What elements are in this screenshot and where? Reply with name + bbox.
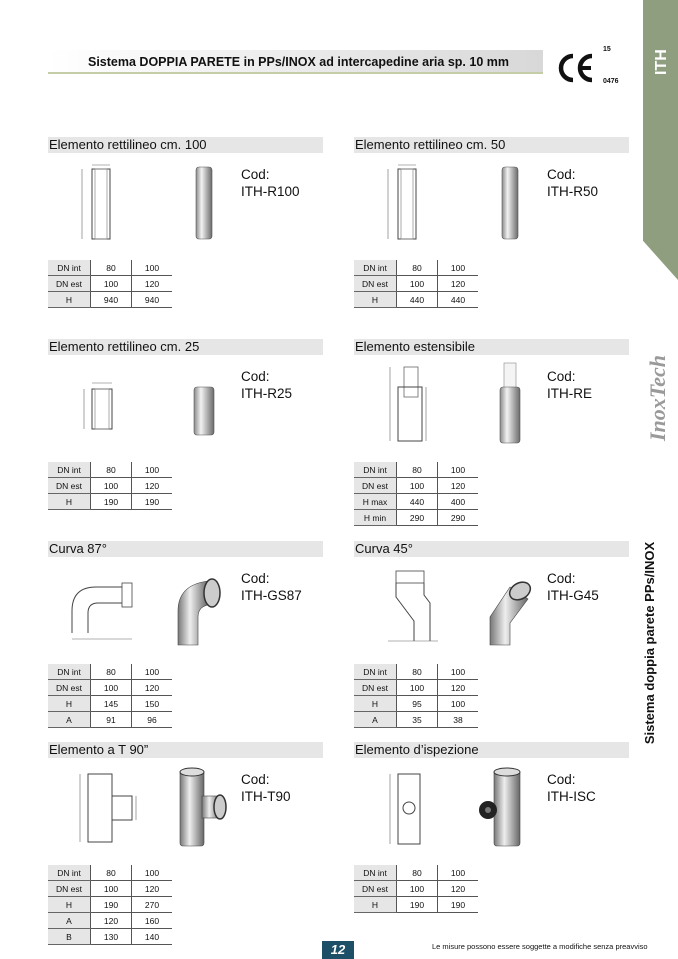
product-code-label: Cod:	[241, 772, 270, 787]
spec-row	[48, 696, 172, 712]
product-code: ITH-RE	[547, 386, 592, 401]
spec-cell: DN int	[48, 260, 91, 276]
spec-cell: 80	[397, 462, 438, 478]
spec-cell: 190	[91, 897, 132, 913]
spec-row	[48, 897, 172, 913]
spec-cell: 400	[438, 494, 479, 510]
spec-cell: DN int	[354, 865, 397, 881]
spec-cell: 940	[91, 292, 132, 308]
spec-cell: 940	[132, 292, 173, 308]
spec-cell: A	[354, 712, 397, 728]
spec-table	[48, 865, 172, 945]
spec-cell: H	[48, 897, 91, 913]
inspection-photo-icon	[474, 762, 544, 848]
spec-row	[354, 680, 478, 696]
product-block	[354, 742, 628, 942]
spec-row	[354, 510, 478, 526]
spec-cell: A	[48, 913, 91, 929]
spec-cell: 270	[132, 897, 173, 913]
spec-cell: H	[48, 494, 91, 510]
page-number: 12	[330, 942, 346, 957]
elbow-87-photo-icon	[168, 561, 238, 647]
spec-cell: 100	[132, 462, 173, 478]
spec-cell: 38	[438, 712, 479, 728]
product-title: Elemento rettilineo cm. 25	[48, 339, 323, 355]
spec-cell: A	[48, 712, 91, 728]
spec-cell: DN int	[48, 462, 91, 478]
elbow-45-drawing-icon	[368, 567, 458, 645]
spec-cell: DN int	[354, 260, 397, 276]
spec-row	[48, 276, 172, 292]
product-code-label: Cod:	[241, 167, 270, 182]
spec-cell: DN est	[354, 276, 397, 292]
product-block	[354, 541, 628, 741]
spec-cell: 95	[397, 696, 438, 712]
spec-cell: 100	[397, 478, 438, 494]
product-code: ITH-R50	[547, 184, 599, 199]
spec-cell: 100	[438, 664, 479, 680]
product-code: ITH-R100	[241, 184, 300, 199]
extensible-pipe-drawing-icon	[368, 365, 458, 443]
spec-cell: 100	[438, 865, 479, 881]
spec-row	[354, 696, 478, 712]
brand-logo: InoxTech	[645, 355, 670, 441]
spec-cell: 190	[91, 494, 132, 510]
spec-cell: H	[354, 292, 397, 308]
spec-cell: DN est	[48, 680, 91, 696]
header-underline	[48, 72, 543, 74]
spec-row	[354, 292, 478, 308]
spec-cell: 440	[438, 292, 479, 308]
product-code: ITH-GS87	[241, 588, 302, 603]
ce-mark-icon	[556, 50, 596, 86]
spec-cell: 140	[132, 929, 173, 945]
spec-cell: 150	[132, 696, 173, 712]
product-code-label: Cod:	[547, 369, 576, 384]
spec-cell: 80	[91, 865, 132, 881]
spec-cell: 100	[91, 478, 132, 494]
spec-cell: 100	[438, 260, 479, 276]
product-block	[48, 339, 322, 539]
elbow-45-photo-icon	[474, 561, 544, 647]
product-title: Elemento a T 90”	[48, 742, 323, 758]
spec-row	[48, 865, 172, 881]
spec-row	[354, 494, 478, 510]
spec-cell: 120	[132, 478, 173, 494]
spec-cell: 120	[438, 478, 479, 494]
spec-cell: 100	[132, 865, 173, 881]
spec-cell: 290	[397, 510, 438, 526]
spec-cell: 100	[91, 276, 132, 292]
tee-90-photo-icon	[168, 762, 238, 848]
spec-cell: 100	[397, 276, 438, 292]
spec-cell: 80	[397, 865, 438, 881]
spec-row	[48, 913, 172, 929]
spec-row	[48, 462, 172, 478]
spec-row	[48, 292, 172, 308]
spec-cell: 120	[132, 680, 173, 696]
footer-note: Le misure possono essere soggette a modifiche senza preavviso	[432, 942, 648, 951]
product-block	[48, 742, 322, 942]
spec-row	[48, 260, 172, 276]
product-code-label: Cod:	[241, 369, 270, 384]
short-pipe-drawing-icon	[62, 365, 152, 443]
spec-cell: H	[354, 696, 397, 712]
spec-row	[354, 712, 478, 728]
product-code-label: Cod:	[547, 167, 576, 182]
brand-code: ITH	[653, 49, 670, 75]
spec-cell: 190	[438, 897, 479, 913]
side-band-green-tab	[643, 0, 678, 280]
spec-table	[48, 462, 172, 510]
product-block	[48, 137, 322, 337]
spec-cell: 440	[397, 494, 438, 510]
spec-cell: 100	[397, 680, 438, 696]
spec-cell: 190	[132, 494, 173, 510]
spec-table	[354, 462, 478, 526]
spec-cell: 35	[397, 712, 438, 728]
spec-cell: 80	[91, 260, 132, 276]
spec-row	[48, 664, 172, 680]
straight-pipe-photo-icon	[474, 157, 544, 243]
elbow-87-drawing-icon	[62, 567, 152, 645]
product-code: ITH-T90	[241, 789, 291, 804]
extensible-pipe-photo-icon	[474, 359, 544, 445]
spec-cell: 160	[132, 913, 173, 929]
spec-cell: H min	[354, 510, 397, 526]
spec-cell: H max	[354, 494, 397, 510]
spec-row	[354, 276, 478, 292]
spec-row	[354, 881, 478, 897]
spec-cell: DN int	[354, 462, 397, 478]
spec-table	[354, 260, 478, 308]
spec-cell: DN est	[48, 276, 91, 292]
spec-cell: DN est	[48, 881, 91, 897]
spec-cell: 100	[91, 881, 132, 897]
spec-cell: 100	[438, 696, 479, 712]
product-code-label: Cod:	[241, 571, 270, 586]
spec-cell: DN est	[354, 478, 397, 494]
spec-row	[48, 929, 172, 945]
spec-cell: 80	[397, 664, 438, 680]
spec-cell: 100	[91, 680, 132, 696]
spec-row	[48, 881, 172, 897]
product-title: Elemento d’ispezione	[354, 742, 629, 758]
spec-cell: DN est	[354, 680, 397, 696]
spec-cell: H	[354, 897, 397, 913]
spec-cell: 120	[132, 881, 173, 897]
spec-cell: 120	[91, 913, 132, 929]
product-block	[354, 137, 628, 337]
product-title: Elemento rettilineo cm. 50	[354, 137, 629, 153]
spec-cell: 100	[132, 260, 173, 276]
spec-cell: 120	[438, 680, 479, 696]
straight-pipe-photo-icon	[168, 157, 238, 243]
product-block	[48, 541, 322, 741]
spec-cell: 100	[397, 881, 438, 897]
spec-cell: 80	[91, 664, 132, 680]
spec-cell: 80	[397, 260, 438, 276]
spec-cell: 100	[438, 462, 479, 478]
product-code: ITH-R25	[241, 386, 293, 401]
spec-row	[354, 897, 478, 913]
product-title: Curva 87°	[48, 541, 323, 557]
straight-pipe-drawing-icon	[368, 163, 458, 241]
spec-row	[48, 712, 172, 728]
spec-row	[48, 494, 172, 510]
spec-cell: 120	[132, 276, 173, 292]
spec-cell: DN int	[48, 664, 91, 680]
spec-cell: H	[48, 292, 91, 308]
spec-cell: 100	[132, 664, 173, 680]
spec-row	[48, 478, 172, 494]
spec-cell: DN int	[354, 664, 397, 680]
product-title: Elemento rettilineo cm. 100	[48, 137, 323, 153]
spec-cell: H	[48, 696, 91, 712]
product-code: ITH-ISC	[547, 789, 596, 804]
short-pipe-photo-icon	[168, 359, 238, 445]
spec-cell: 80	[91, 462, 132, 478]
spec-table	[354, 865, 478, 913]
page-title: Sistema DOPPIA PARETE in PPs/INOX ad intercapedine aria sp. 10 mm	[88, 55, 509, 69]
ce-superscript: 15	[603, 46, 611, 53]
product-code-label: Cod:	[547, 571, 576, 586]
spec-table	[48, 664, 172, 728]
spec-row	[48, 680, 172, 696]
ce-notified-body-number: 0476	[603, 78, 619, 85]
product-title: Curva 45°	[354, 541, 629, 557]
straight-pipe-drawing-icon	[62, 163, 152, 241]
spec-row	[354, 865, 478, 881]
spec-cell: DN int	[48, 865, 91, 881]
spec-row	[354, 478, 478, 494]
spec-cell: 130	[91, 929, 132, 945]
spec-cell: DN est	[48, 478, 91, 494]
spec-cell: 290	[438, 510, 479, 526]
side-vertical-title: Sistema doppia parete PPs/INOX	[642, 541, 657, 745]
inspection-drawing-icon	[368, 768, 458, 846]
product-code-label: Cod:	[547, 772, 576, 787]
spec-cell: B	[48, 929, 91, 945]
spec-cell: 190	[397, 897, 438, 913]
spec-cell: 120	[438, 881, 479, 897]
tee-90-drawing-icon	[62, 768, 152, 846]
spec-cell: DN est	[354, 881, 397, 897]
spec-table	[48, 260, 172, 308]
spec-table	[354, 664, 478, 728]
spec-cell: 120	[438, 276, 479, 292]
spec-cell: 440	[397, 292, 438, 308]
product-block	[354, 339, 628, 539]
spec-cell: 96	[132, 712, 173, 728]
spec-row	[354, 260, 478, 276]
product-code: ITH-G45	[547, 588, 599, 603]
spec-row	[354, 462, 478, 478]
spec-row	[354, 664, 478, 680]
spec-cell: 145	[91, 696, 132, 712]
spec-cell: 91	[91, 712, 132, 728]
product-title: Elemento estensibile	[354, 339, 629, 355]
